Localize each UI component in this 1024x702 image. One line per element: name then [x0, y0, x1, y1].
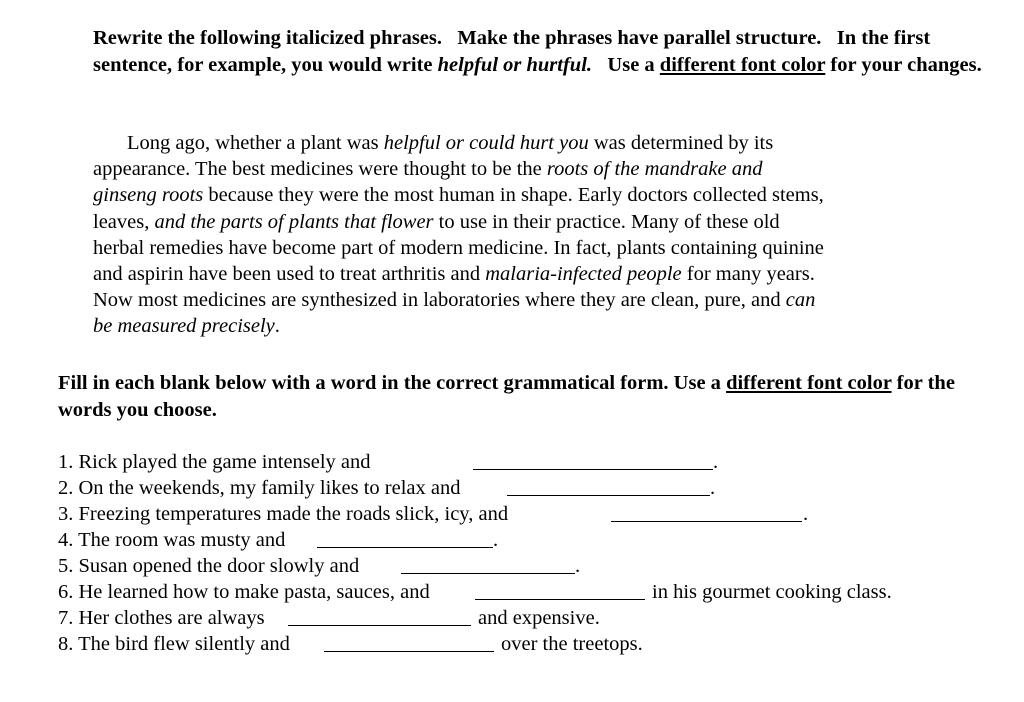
instr2-underlined-phrase: different font color: [726, 372, 892, 394]
passage-line: appearance. The best medicines were thought to be the roots of the mandrake and: [93, 158, 763, 181]
italic-phrase[interactable]: helpful or could hurt you: [383, 132, 589, 154]
answer-blank[interactable]: [475, 598, 645, 600]
passage-line: Long ago, whether a plant was helpful or could hurt you was determined by its: [127, 132, 774, 154]
answer-blank[interactable]: [611, 520, 802, 522]
passage: [93, 130, 943, 340]
instr-sentence-4b: for your changes.: [830, 53, 982, 76]
list-item: 3. Freezing temperatures made the roads slick, icy, and .: [58, 503, 809, 525]
passage-line: and aspirin have been used to treat arthritis and malaria-infected people for many years.: [93, 263, 815, 286]
italic-phrase[interactable]: be measured precisely: [93, 315, 275, 338]
instr-sentence-1: Rewrite the following italicized phrases.: [93, 27, 443, 49]
list-item: 1. Rick played the game intensely and .: [58, 451, 719, 473]
instr2-sentence: Fill in each blank below with a word in the correct grammatical form. Use a: [58, 372, 721, 394]
italic-phrase[interactable]: ginseng roots: [93, 184, 204, 207]
instr-sentence-2: Make the phrases have parallel structure.: [457, 27, 822, 49]
list-item: 2. On the weekends, my family likes to relax and .: [58, 477, 716, 499]
instr-sentence-3: In the first sentence, for example, you would write: [93, 27, 931, 76]
instructions-rewrite: [93, 25, 993, 78]
answer-blank[interactable]: [507, 494, 710, 496]
instr-underlined-phrase: different font color: [659, 53, 826, 76]
passage-line: ginseng roots because they were the most human in shape. Early doctors collected stems,: [93, 184, 824, 207]
italic-phrase[interactable]: roots of the mandrake and: [546, 158, 763, 181]
passage-line: be measured precisely.: [93, 315, 280, 338]
instr2-sentence-end: for the words you choose.: [58, 372, 955, 421]
italic-phrase[interactable]: can: [785, 289, 816, 312]
list-item: 6. He learned how to make pasta, sauces, and in his gourmet cooking class.: [58, 581, 892, 603]
passage-line: leaves, and the parts of plants that flower to use in their practice. Many of these old: [93, 210, 780, 233]
answer-blank[interactable]: [317, 546, 493, 548]
italic-phrase[interactable]: and the parts of plants that flower: [154, 210, 434, 233]
passage-line: Now most medicines are synthesized in laboratories where they are clean, pure, and can: [93, 289, 816, 312]
list-item: 7. Her clothes are always and expensive.: [58, 607, 600, 629]
answer-blank[interactable]: [473, 468, 713, 470]
instructions-fill-blank: [58, 370, 998, 423]
answer-blank[interactable]: [288, 624, 471, 626]
list-item: 8. The bird flew silently and over the treetops.: [58, 633, 643, 655]
instr-sentence-4a: Use a: [607, 53, 655, 76]
passage-line: herbal remedies have become part of modern medicine. In fact, plants containing quinine: [93, 236, 824, 259]
answer-blank[interactable]: [324, 650, 494, 652]
list-item: 4. The room was musty and .: [58, 529, 499, 551]
instr-example: helpful or hurtful.: [437, 53, 593, 76]
italic-phrase[interactable]: malaria-infected people: [485, 263, 682, 286]
answer-blank[interactable]: [401, 572, 575, 574]
list-item: 5. Susan opened the door slowly and .: [58, 555, 581, 577]
